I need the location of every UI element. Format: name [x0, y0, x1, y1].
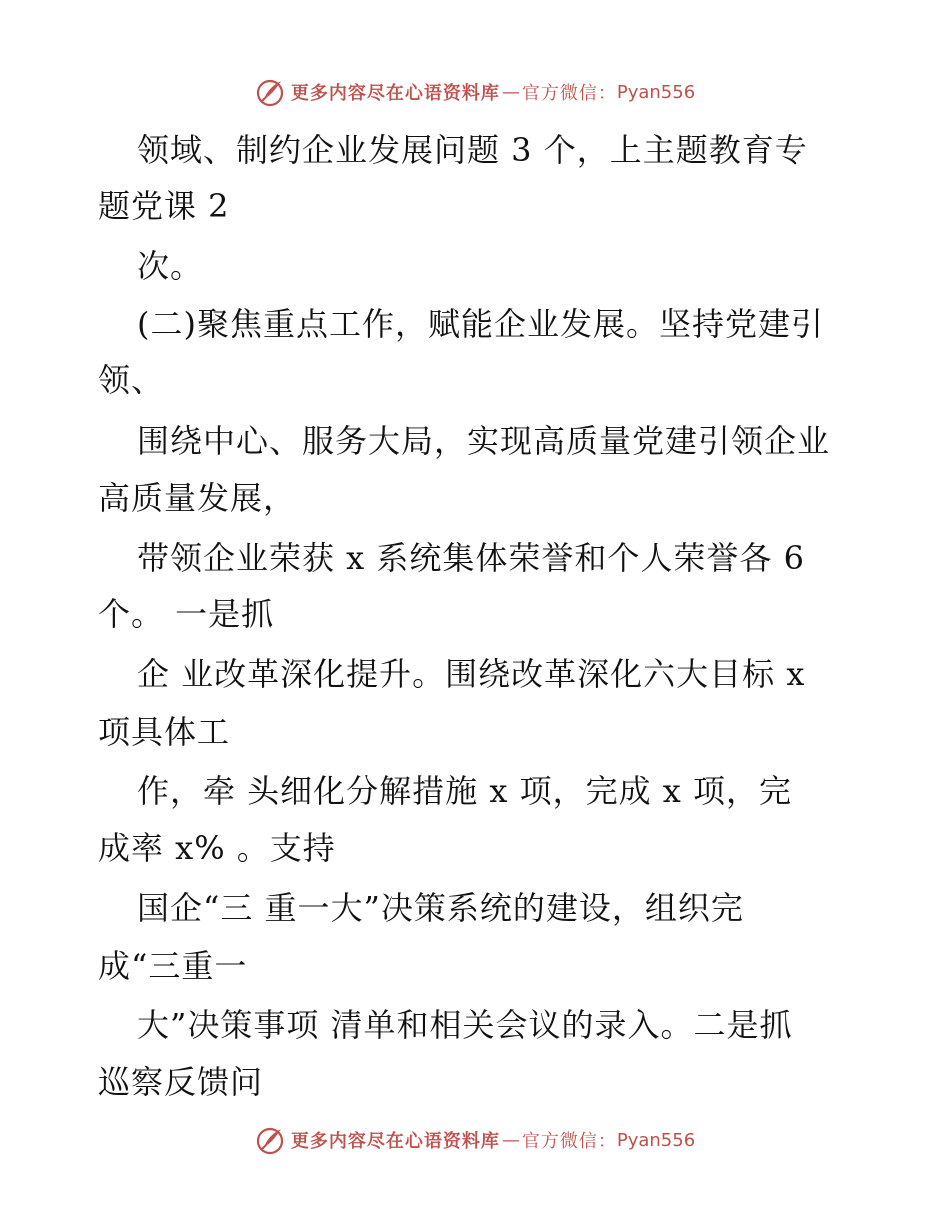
body-line: 领域、制约企业发展问题 3 个，上主题教育专 [137, 131, 808, 169]
body-line: 企 业改革深化提升。围绕改革深化六大目标 x [137, 655, 806, 693]
body-line: (二)聚焦重点工作，赋能企业发展。坚持党建引 [137, 305, 824, 343]
watermark-suffix: 官方微信： [521, 1131, 617, 1152]
body-line: 带领企业荣获 x 系统集体荣誉和个人荣誉各 6 [137, 539, 805, 577]
body-line: 成率 x% 。支持 [98, 829, 336, 867]
body-line: 围绕中心、服务大局，实现高质量党建引领企业 [137, 422, 831, 460]
quill-pen-icon [255, 77, 285, 107]
watermark-brand-text: 更多内容尽在心语资料库 [290, 83, 500, 104]
watermark-brand-text: 更多内容尽在心语资料库 [290, 1131, 500, 1152]
body-line: 题党课 2 [98, 187, 230, 225]
body-line: 领、 [98, 361, 165, 399]
quill-pen-icon [255, 1125, 285, 1155]
watermark-wechat-id: Pyan556 [616, 1129, 696, 1151]
body-line: 个。 一是抓 [98, 595, 275, 633]
watermark-suffix: 官方微信： [521, 83, 617, 104]
body-line: 次。 [137, 247, 204, 285]
body-line: 作，牵 头细化分解措施 x 项，完成 x 项，完 [137, 772, 792, 810]
header-watermark [0, 72, 950, 112]
watermark-dash: — [501, 81, 520, 103]
body-line: 高质量发展， [98, 479, 297, 517]
body-line: 成“三重一 [98, 947, 248, 985]
watermark-dash: — [501, 1129, 520, 1151]
watermark-wechat-id: Pyan556 [616, 81, 696, 103]
body-line: 项具体工 [98, 713, 231, 751]
body-line: 国企“三 重一大”决策系统的建设，组织完 [137, 889, 744, 927]
footer-watermark [0, 1120, 950, 1160]
body-line: 巡察反馈问 [98, 1063, 264, 1101]
body-line: 大”决策事项 清单和相关会议的录入。二是抓 [137, 1006, 793, 1044]
